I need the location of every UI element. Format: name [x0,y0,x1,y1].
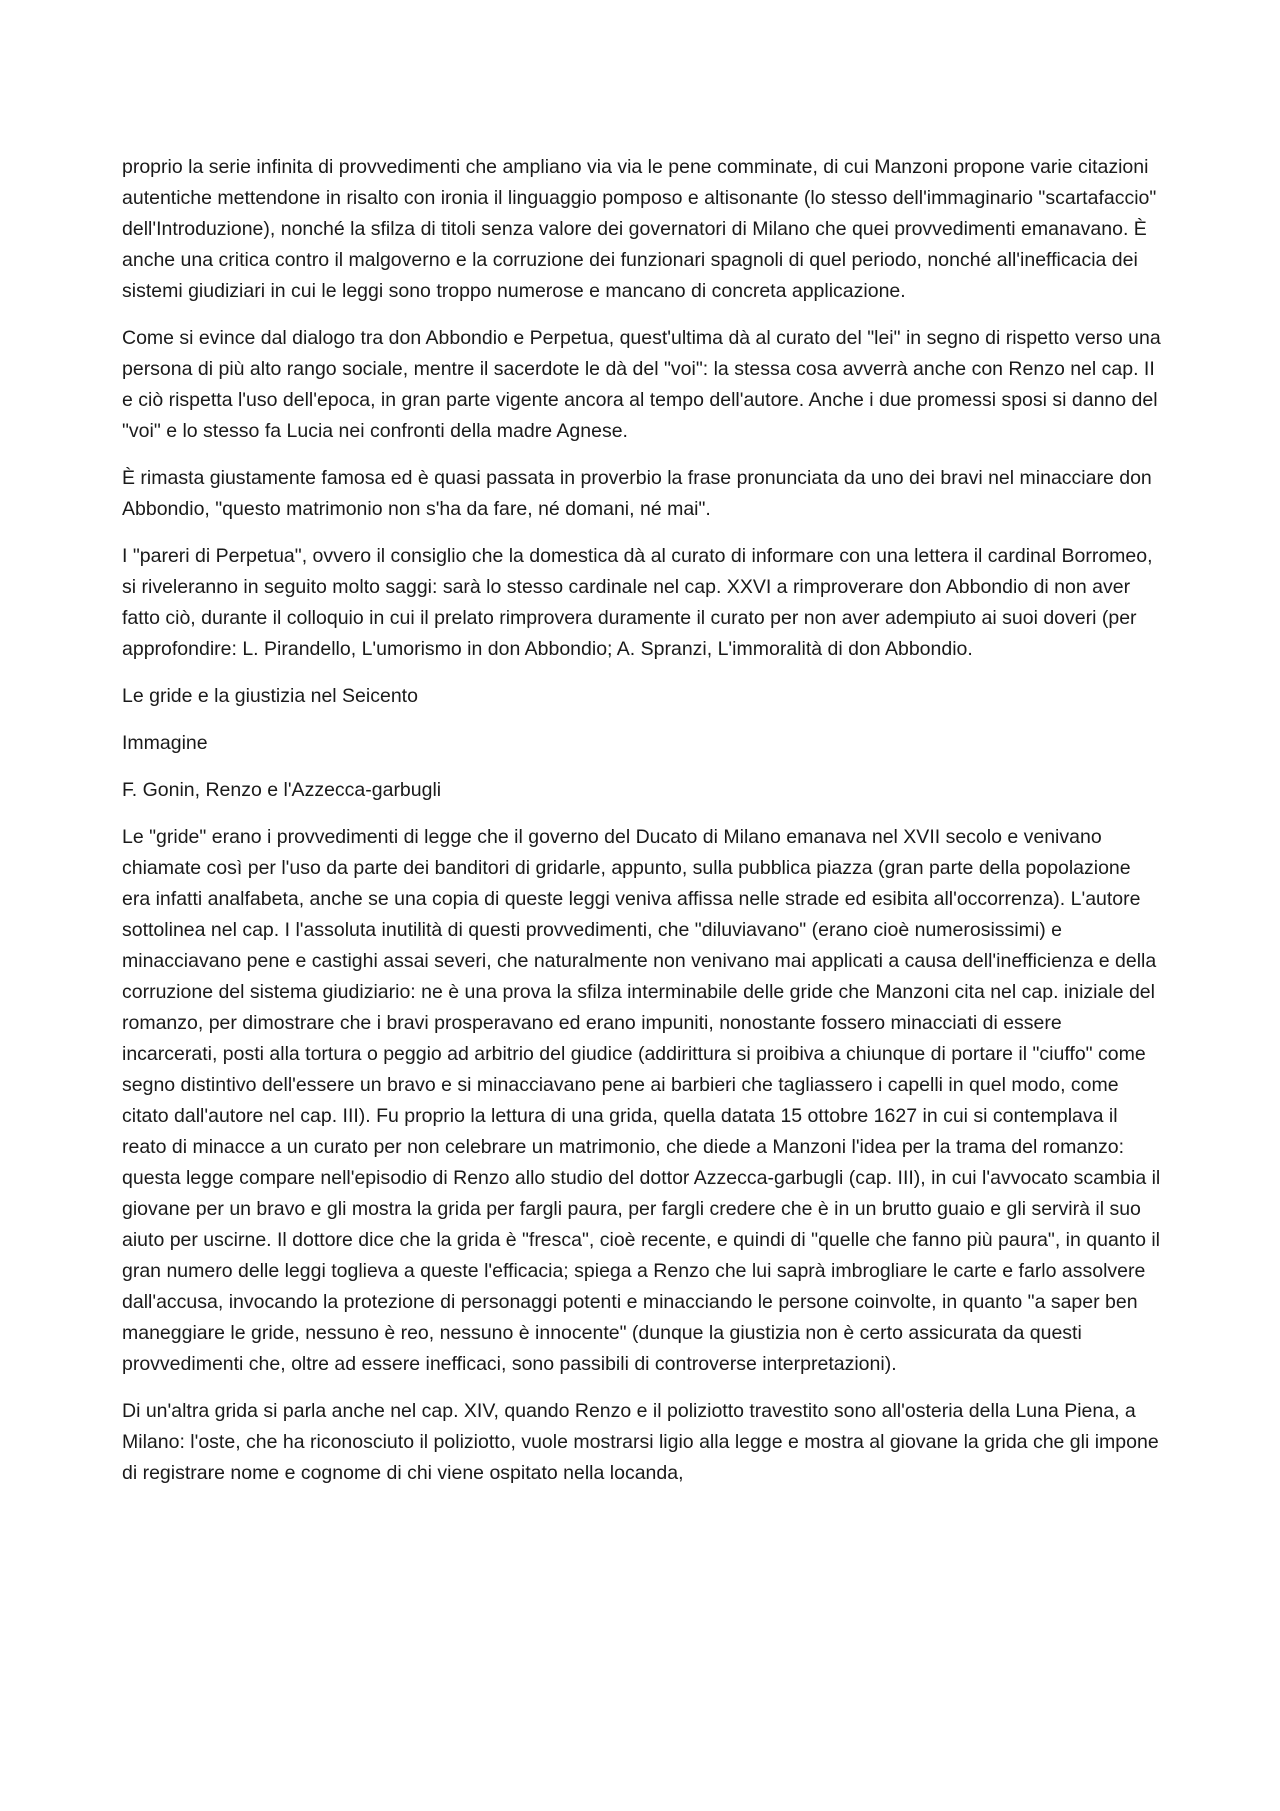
section-heading-gride: Le gride e la giustizia nel Seicento [122,685,418,707]
paragraph-famous-phrase: È rimasta giustamente famosa ed è quasi passata in proverbio la frase pronunciata da uno dei bravi nel minacciare don Abbondio, "questo matrimonio non s'ha da fare, né domani, né mai". [122,467,1152,520]
paragraph-another-grida: Di un'altra grida si parla anche nel cap. XIV, quando Renzo e il poliziotto travestito sono all'osteria della Luna Piena, a Milano: l'oste, che ha riconosciuto il poliziotto, vuole mostrarsi ligio alla legge e mostra al giovane la grida che gli impone di registrare nome e cognome di chi viene ospitato nella locanda, [122,1400,1159,1484]
image-placeholder-label: Immagine [122,732,208,754]
paragraph-gride-description: Le "gride" erano i provvedimenti di legge che il governo del Ducato di Milano emanava nel XVII secolo e venivano chiamate così per l'uso da parte dei banditori di gridarle, appunto, sulla pubblica piazza (gran parte della popolazione era infatti analfabeta, anche se una copia di queste leggi veniva affissa nelle strade ed esibita all'occorrenza). L'autore sottolinea nel cap. I l'assoluta inutilità di questi provvedimenti, che "diluviavano" (erano cioè numerosissimi) e minacciavano pene e castighi assai severi, che naturalmente non venivano mai applicati a causa dell'inefficienza e della corruzione del sistema giudiziario: ne è una prova la sfilza interminabile delle gride che Manzoni cita nel cap. iniziale del romanzo, per dimostrare che i bravi prosperavano ed erano impuniti, nonostante fossero minacciati di essere incarcerati, posti alla tortura o peggio ad arbitrio del giudice (addirittura si proibiva a chiunque di portare il "ciuffo" come segno distintivo dell'essere un bravo e si minacciavano pene ai barbieri che tagliassero i capelli in quel modo, come citato dall'autore nel cap. III). Fu proprio la lettura di una grida, quella datata 15 ottobre 1627 in cui si contemplava il reato di minacce a un curato per non celebrare un matrimonio, che diede a Manzoni l'idea per la trama del romanzo: questa legge compare nell'episodio di Renzo allo studio del dottor Azzecca-garbugli (cap. III), in cui l'avvocato scambia il giovane per un bravo e gli mostra la grida per fargli paura, per fargli credere che è in un brutto guaio e gli servirà il suo aiuto per uscirne. Il dottore dice che la grida è "fresca", cioè recente, e quindi di "quelle che fanno più paura", in quanto il gran numero delle leggi toglieva a queste l'efficacia; spiega a Renzo che lui saprà imbrogliare le carte e farlo assolvere dall'accusa, invocando la protezione di personaggi potenti e minacciando le persone coinvolte, in quanto "a saper ben maneggiare le gride, nessuno è reo, nessuno è innocente" (dunque la giustizia non è certo assicurata da questi provvedimenti che, oltre ad essere inefficaci, sono passibili di controverse interpretazioni). [122,826,1161,1375]
paragraph-provvedimenti: proprio la serie infinita di provvedimenti che ampliano via via le pene comminate, di cui Manzoni propone varie citazioni autentiche mettendone in risalto con ironia il linguaggio pomposo e altisonante (lo stesso dell'immaginario "scartafaccio" dell'Introduzione), nonché la sfilza di titoli senza valore dei governatori di Milano che quei provvedimenti emanavano. È anche una critica contro il malgoverno e la corruzione dei funzionari spagnoli di quel periodo, nonché all'inefficacia dei sistemi giudiziari in cui le leggi sono troppo numerose e mancano di concreta applicazione. [122,156,1157,302]
paragraph-pareri-perpetua: I "pareri di Perpetua", ovvero il consiglio che la domestica dà al curato di informare con una lettera il cardinal Borromeo, si riveleranno in seguito molto saggi: sarà lo stesso cardinale nel cap. XXVI a rimproverare don Abbondio di non aver fatto ciò, durante il colloquio in cui il prelato rimprovera duramente il curato per non aver adempiuto ai suoi doveri (per approfondire: L. Pirandello, L'umorismo in don Abbondio; A. Spranzi, L'immoralità di don Abbondio. [122,545,1153,660]
document-body [122,152,1162,1505]
image-caption: F. Gonin, Renzo e l'Azzecca-garbugli [122,779,442,801]
paragraph-lei-voi: Come si evince dal dialogo tra don Abbondio e Perpetua, quest'ultima dà al curato del "lei" in segno di rispetto verso una persona di più alto rango sociale, mentre il sacerdote le dà del "voi": la stessa cosa avverrà anche con Renzo nel cap. II e ciò rispetta l'uso dell'epoca, in gran parte vigente ancora al tempo dell'autore. Anche i due promessi sposi si danno del "voi" e lo stesso fa Lucia nei confronti della madre Agnese. [122,327,1161,442]
